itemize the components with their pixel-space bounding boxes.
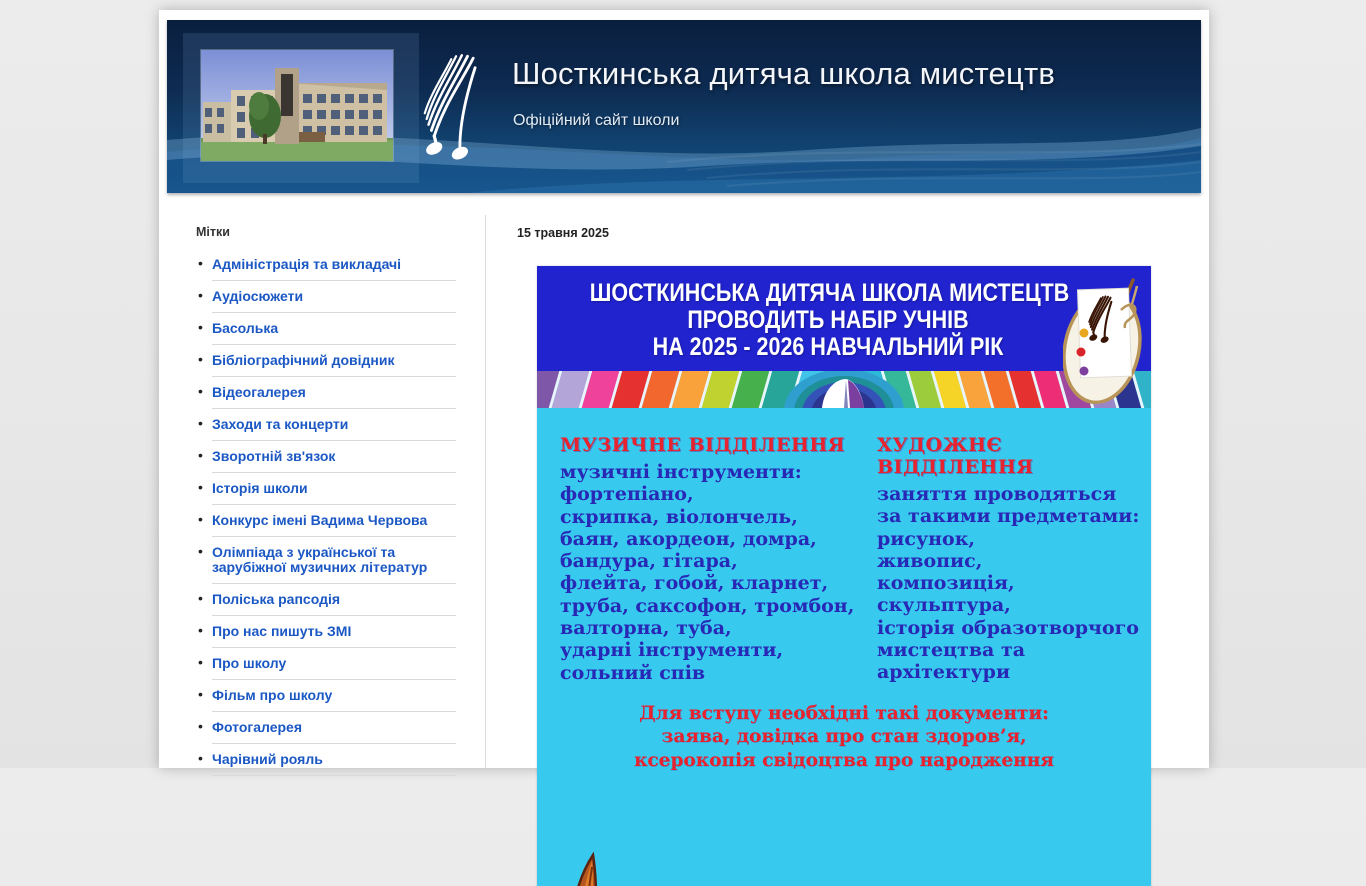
poster-title-line: ШОСТКИНСЬКА ДИТЯЧА ШКОЛА МИСТЕЦТВ (589, 279, 1070, 307)
music-department-section (560, 434, 877, 684)
sidebar-item (196, 744, 456, 776)
documents-required-block (537, 702, 1151, 773)
post-date: 15 травня 2025 (517, 226, 609, 240)
sidebar-item-link[interactable]: Поліська рапсодія (212, 591, 341, 607)
music-instrument-line: баян, акордеон, домра, (560, 527, 817, 550)
art-subject-line: історія образотворчого (877, 616, 1139, 639)
sidebar-item-link[interactable]: Про нас пишуть ЗМІ (212, 623, 352, 639)
poster-body (537, 408, 1151, 886)
sidebar-item-link[interactable]: Басолька (212, 320, 279, 336)
document-requirement-line: заява, довідка про стан здоров’я, (661, 726, 1027, 748)
poster-rainbow-band (537, 371, 1151, 408)
sidebar-item (196, 441, 456, 473)
music-instrument-line: сольний спів (560, 661, 706, 684)
poster-title-line: ПРОВОДИТЬ НАБІР УЧНІВ (687, 306, 969, 334)
content-divider (485, 215, 486, 768)
document-requirement-line: Для вступу необхідні такі документи: (639, 702, 1049, 724)
rainbow-arch-dove-icon (784, 371, 904, 408)
palette-music-icon (1063, 276, 1145, 408)
sidebar-item (196, 537, 456, 584)
site-header (167, 20, 1201, 193)
sidebar-item-link[interactable]: Фотогалерея (212, 719, 302, 735)
sidebar-item (196, 648, 456, 680)
sidebar-item-link[interactable]: Про школу (212, 655, 287, 671)
sidebar-item (196, 505, 456, 537)
enrollment-poster-image[interactable] (537, 266, 1151, 886)
school-building-photo (201, 50, 393, 161)
sidebar-item (196, 377, 456, 409)
music-notes-icon (420, 53, 477, 165)
art-subject-line: мистецтва та (877, 639, 1026, 662)
music-instrument-line: труба, саксофон, тромбон, (560, 594, 855, 617)
sidebar-item-link[interactable]: Аудіосюжети (212, 288, 304, 304)
art-department-section (877, 434, 1151, 684)
poster-title-line: НА 2025 - 2026 НАВЧАЛЬНИЙ РІК (652, 333, 1004, 361)
sidebar-item (196, 249, 456, 281)
sidebar-item-link[interactable]: Відеогалерея (212, 384, 306, 400)
music-department-heading: МУЗИЧНЕ ВІДДІЛЕННЯ (560, 434, 846, 456)
paintbrush-tip-icon (561, 851, 611, 886)
art-subject-line: живопис, (877, 549, 983, 572)
sidebar-item-link[interactable]: Бібліографічний довідник (212, 352, 395, 368)
art-subject-line: скульптура, (877, 594, 1011, 617)
sidebar-item (196, 473, 456, 505)
sidebar-item (196, 712, 456, 744)
sidebar-item (196, 680, 456, 712)
sidebar-item (196, 616, 456, 648)
sidebar-item-link[interactable]: Чарівний рояль (212, 751, 323, 767)
site-subtitle: Офіційний сайт школи (513, 112, 680, 129)
sidebar-item (196, 409, 456, 441)
music-instrument-line: фортепіано, (560, 483, 694, 506)
art-department-heading: ХУДОЖНЄ ВІДДІЛЕННЯ (877, 434, 1034, 478)
art-subject-line: заняття проводяться (877, 483, 1117, 505)
music-instrument-line: валторна, туба, (560, 617, 732, 640)
sidebar-item-link[interactable]: Конкурс імені Вадима Червова (212, 512, 428, 528)
sidebar-item (196, 584, 456, 616)
sidebar-item (196, 313, 456, 345)
art-subject-line: за такими предметами: (877, 505, 1140, 528)
art-subject-line: архітектури (877, 661, 1011, 684)
music-instrument-line: бандура, гітара, (560, 550, 738, 573)
sidebar-item (196, 345, 456, 377)
sidebar-item-link[interactable]: Адміністрація та викладачі (212, 256, 402, 272)
art-subject-line: рисунок, (877, 527, 976, 550)
site-title: Шосткинська дитяча школа мистецтв (512, 56, 1056, 91)
music-instrument-line: ударні інструменти, (560, 639, 784, 662)
music-instrument-line: скрипка, віолончель, (560, 505, 798, 528)
music-instrument-line: флейта, гобой, кларнет, (560, 572, 829, 595)
document-requirement-line: ксерокопія свідоцтва про народження (634, 749, 1054, 771)
music-instrument-line: музичні інструменти: (560, 461, 802, 483)
page-container (159, 10, 1209, 771)
sidebar-item-link[interactable]: Фільм про школу (212, 687, 333, 703)
art-subject-line: композиція, (877, 572, 1015, 595)
poster-title-block (537, 266, 1151, 371)
sidebar-item-link[interactable]: Олімпіада з української та зарубіжної музичних літератур (212, 544, 428, 575)
sidebar-item-link[interactable]: Зворотній зв'язок (212, 448, 336, 464)
sidebar-heading: Мітки (196, 225, 230, 239)
sidebar-item (196, 281, 456, 313)
sidebar-item-link[interactable]: Заходи та концерти (212, 416, 349, 432)
sidebar-tag-list (196, 249, 456, 776)
sidebar-item-link[interactable]: Історія школи (212, 480, 308, 496)
